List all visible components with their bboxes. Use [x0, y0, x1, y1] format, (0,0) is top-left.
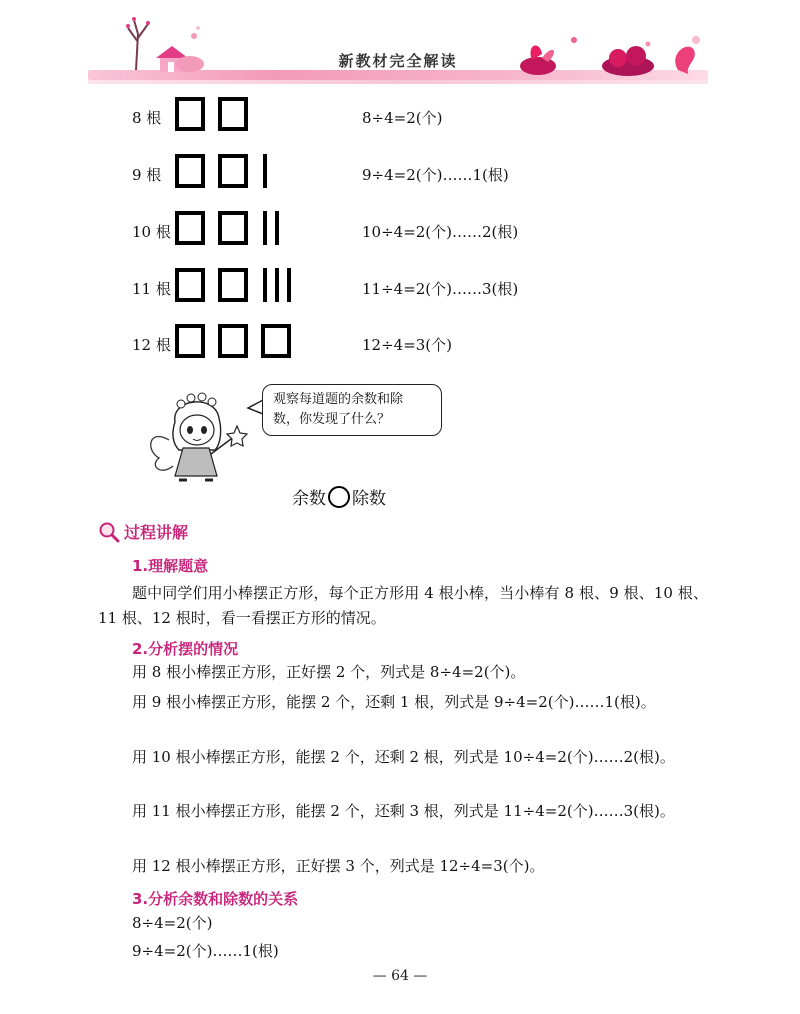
stick-row [0, 209, 800, 253]
step-3-title: 3.分析余数和除数的关系 [132, 890, 299, 908]
division-equation: 9÷4=2(个)……1(根) [362, 166, 509, 184]
step-1-title: 1.理解题意 [132, 557, 209, 575]
division-equation: 12÷4=3(个) [362, 336, 453, 354]
step-2-para-4: 用 11 根小棒摆正方形，能摆 2 个，还剩 3 根，列式是 11÷4=2(个)……3(根)。 [132, 802, 675, 820]
loose-stick [263, 211, 267, 245]
page-number: — 64 — [372, 968, 428, 984]
speech-bubble [262, 384, 442, 436]
stick-row [0, 322, 800, 366]
stick-square [218, 211, 248, 245]
bubble-line-2: 数，你发现了什么？ [273, 412, 391, 427]
stick-square [175, 211, 205, 245]
stick-square [218, 154, 248, 188]
section-heading [98, 520, 188, 543]
stick-count-label: 9 根 [132, 166, 162, 184]
stick-row [0, 266, 800, 310]
compare-right: 除数 [352, 489, 386, 509]
stick-count-label: 11 根 [132, 280, 171, 298]
division-equation: 10÷4=2(个)……2(根) [362, 223, 519, 241]
loose-stick [263, 154, 267, 188]
stick-square [175, 97, 205, 131]
stick-count-label: 10 根 [132, 223, 171, 241]
stick-square [175, 268, 205, 302]
bubble-line-1: 观察每道题的余数和除 [273, 392, 404, 407]
stick-row [0, 95, 800, 139]
stick-square [175, 154, 205, 188]
stick-count-label: 8 根 [132, 109, 162, 127]
loose-stick [275, 211, 279, 245]
stick-square [218, 324, 248, 358]
loose-stick [287, 268, 291, 302]
step-3-line-2: 9÷4=2(个)……1(根) [132, 942, 279, 960]
stick-row [0, 152, 800, 196]
division-equation: 8÷4=2(个) [362, 109, 443, 127]
stick-square [261, 324, 291, 358]
step-2-para-2: 用 9 根小棒摆正方形，能摆 2 个，还剩 1 根，列式是 9÷4=2(个)……1(根)。 [132, 693, 656, 711]
step-2-title: 2.分析摆的情况 [132, 640, 239, 658]
loose-stick [263, 268, 267, 302]
fairy-icon [145, 388, 260, 493]
stick-square [175, 324, 205, 358]
stick-square [218, 268, 248, 302]
step-2-para-3: 用 10 根小棒摆正方形，能摆 2 个，还剩 2 根，列式是 10÷4=2(个)……2(根)。 [132, 748, 675, 766]
comparison-prompt [292, 484, 386, 509]
section-heading-text: 过程讲解 [124, 523, 189, 542]
loose-stick [275, 268, 279, 302]
step-3-line-1: 8÷4=2(个) [132, 914, 213, 932]
stick-square [218, 97, 248, 131]
blank-circle [328, 486, 350, 508]
division-equation: 11÷4=2(个)……3(根) [362, 280, 519, 298]
step-1-text: 题中同学们用小棒摆正方形，每个正方形用 4 根小棒，当小棒有 8 根、9 根、10 根、11 根、12 根时，看一看摆正方形的情况。 [98, 584, 708, 627]
stick-count-label: 12 根 [132, 336, 171, 354]
book-title: 新教材完全解读 [338, 52, 458, 70]
page-header [88, 0, 708, 90]
step-2-para-1: 用 8 根小棒摆正方形，正好摆 2 个，列式是 8÷4=2(个)。 [132, 663, 526, 681]
header-band-light [88, 80, 708, 84]
compare-left: 余数 [292, 489, 326, 509]
step-2-para-5: 用 12 根小棒摆正方形，正好摆 3 个，列式是 12÷4=3(个)。 [132, 857, 545, 875]
magnifier-icon [98, 521, 120, 543]
